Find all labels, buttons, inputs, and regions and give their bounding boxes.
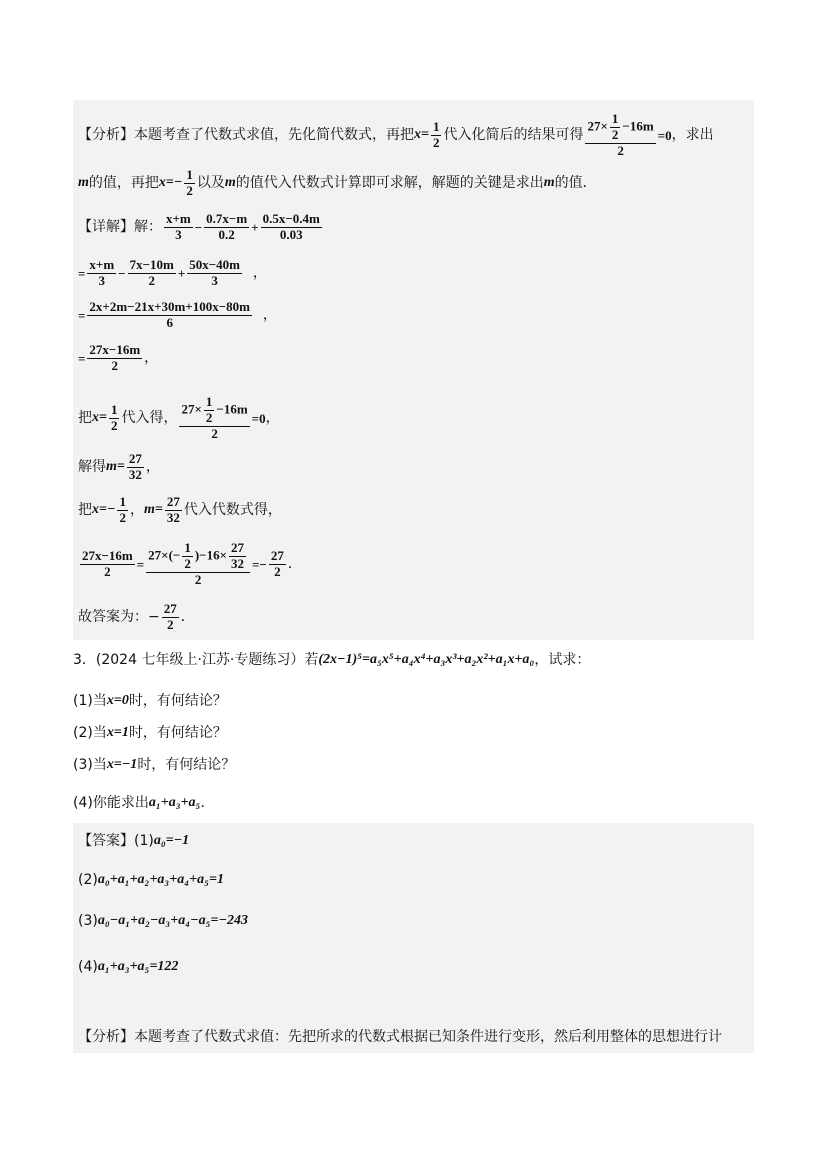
x-eq: x= [414,127,429,143]
final-line: $\frac{27x-16m}{2}$ = 27×(− $\frac{1}{2}$ )−16× $\frac{27}{32}$ 2 =− $\frac{27}{2}$ ． [82,540,302,587]
detail-line: 【详解】解： $\frac{x+m}{3}$ − $\frac{0.7x-m}{0.2}$ + $\frac{0.5x-0.4m}{0.03}$ [78,211,320,242]
substitute-line: 把 x= $\frac{1}{2}$ 代入得， 27× $\frac{1}{2}$ −16m 2 =0 ， [78,394,280,441]
answer-3-analysis: 【分析】本题考查了代数式求值：先把所求的代数式根据已知条件进行变形，然后利用整体的思想进行计 [78,1029,722,1045]
eq-zero: =0 [657,127,672,143]
answer-3-4: (4) a₁+a₃+a₅=122 [78,959,179,975]
answer-3-3: (3) a₀−a₁+a₂−a₃+a₄−a₅=−243 [78,913,248,929]
question-3-part-2: (2)当 x=1 时，有何结论？ [73,725,227,741]
answer-3-2: (2) a₀+a₁+a₂+a₃+a₄+a₅=1 [78,872,224,888]
question-3-part-3: (3)当 x=−1 时，有何结论？ [73,757,236,773]
answer-3-1: 【答案】 (1) a₀=−1 [78,833,190,849]
question-3-head: 3．(2024 七年级上·江苏·专题练习）若 (2x−1)⁵=a₅x⁵+a₄x⁴+a₃x³+a₂x²+a₁x+a₀ ，试求： [73,652,591,668]
step-2: = $\frac{2x+2m-21x+30m+100x-80m}{6}$ ， [78,299,277,330]
question-3-part-4: (4)你能求出 a₁+a₃+a₅ ． [73,795,215,811]
step-3: = $\frac{27x-16m}{2}$ ， [78,342,159,373]
fraction-half: $\frac{1}{2}$ [432,118,440,150]
analysis-text: 【分析】本题考查了代数式求值，先化简代数式，再把 [78,127,414,144]
question-3-part-1: (1)当 x=0 时，有何结论？ [73,693,227,709]
substitute-line-2: 把 x=− $\frac{1}{2}$ ， m= $\frac{27}{32}$ 代入代数式得， [78,494,282,525]
answer-line: 故答案为：− $\frac{27}{2}$ ． [78,601,195,632]
step-1: = $\frac{x+m}{3}$ − $\frac{7x-10m}{2}$ + $\frac{50x-40m}{3}$ ， [78,257,267,288]
analysis-tail: ，求出 [671,127,714,144]
analysis-line-1 [78,112,714,159]
fraction-equation: 27× $\frac{1}{2}$ −16m 2 [587,111,654,158]
solve-line: 解得 m= $\frac{27}{32}$ ， [78,451,160,482]
analysis-line-2: m 的值，再把 x=− $\frac{1}{2}$ 以及 m 的值代入代数式计算即可求解，解题的关键是求出 m 的值． [78,167,597,198]
analysis-text-mid: 代入化简后的结果可得 [443,127,584,144]
answer-block [73,823,754,1053]
